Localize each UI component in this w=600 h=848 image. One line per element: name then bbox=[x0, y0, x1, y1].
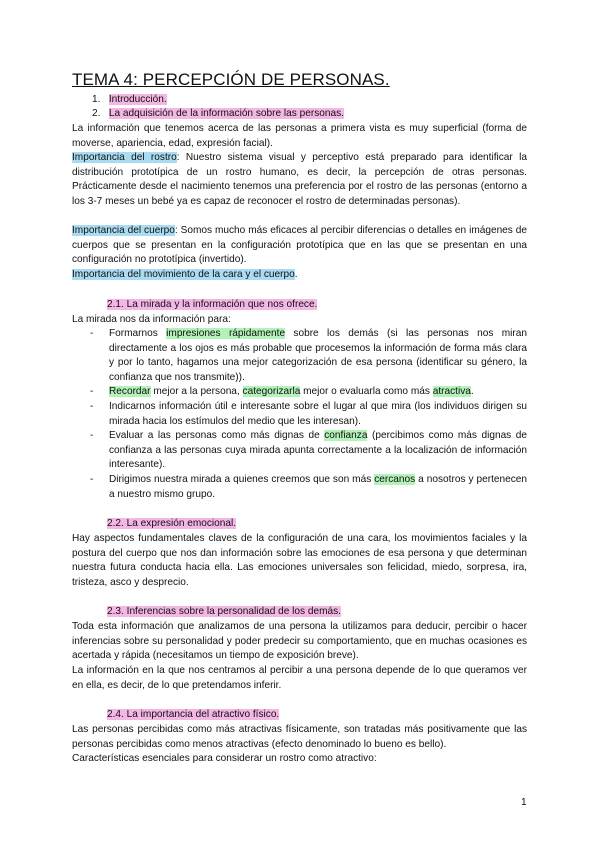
section-2-3-paragraph-2: La información en la que nos centramos al percibir a una persona depende de lo que queramos ver en ella, es decir, de lo que pretendamos inferir. bbox=[72, 665, 527, 691]
list-item bbox=[72, 400, 527, 429]
section-2-1-heading bbox=[107, 298, 317, 313]
section-2-3-paragraph-1: Toda esta información que analizamos de una persona la utilizamos para deducir, percibir o hacer inferencias sobre su personalidad y poder predecir su comportamiento, que en muchas ocasiones es acertada y rápida (necesitamos un tiempo de exposición breve). bbox=[72, 621, 527, 662]
rostro-text: : Nuestro sistema visual y perceptivo está preparado para identificar la distribución prototípica de un rostro humano, es decir, la percepción de otras personas. Prácticamente desde el nacimiento tenemos una preferencia por el rostro de las personas (entorno a los 3-7 meses un bebé ya es capaz de reconocer el rostro de determinadas personas). bbox=[72, 152, 527, 207]
section-heading-text: 2.1. La mirada y la información que nos ofrece. bbox=[107, 299, 318, 310]
section-heading-text: 2.4. La importancia del atractivo físico. bbox=[107, 709, 280, 720]
section-2-4-heading bbox=[107, 708, 279, 723]
toc-label: Introducción. bbox=[108, 94, 167, 105]
list-item bbox=[72, 429, 527, 473]
list-text: a nosotros y pertenecen a nuestro mismo grupo. bbox=[109, 473, 527, 500]
section-2-2-heading bbox=[107, 517, 236, 532]
cuerpo-text: : Somos mucho más eficaces al percibir diferencias o detalles en imágenes de cuerpos que se presentan en la configuración prototípica que en las que se presentan en una configuración no prototípica (invertido). bbox=[72, 225, 527, 266]
list-highlight: categorizarla bbox=[242, 386, 301, 398]
section-2-4-paragraph-2: Características esenciales para considerar un rostro como atractivo: bbox=[72, 753, 377, 764]
section-heading-text: 2.2. La expresión emocional. bbox=[107, 518, 237, 529]
cuerpo-paragraph bbox=[72, 224, 527, 268]
list-text: Dirigimos nuestra mirada a quienes creemos que son más bbox=[109, 473, 375, 485]
list-text: Formarnos bbox=[109, 328, 167, 339]
list-item bbox=[72, 327, 527, 385]
dash-marker: - bbox=[90, 430, 94, 442]
list-highlight: cercanos bbox=[374, 473, 416, 485]
list-text: Evaluar a las personas como más dignas de bbox=[109, 430, 325, 442]
list-item bbox=[72, 473, 527, 502]
section-heading-text: 2.3. Inferencias sobre la personalidad de los demás. bbox=[107, 606, 341, 617]
dash-marker: - bbox=[90, 400, 94, 412]
list-text: . bbox=[470, 386, 474, 398]
rostro-highlight: Importancia del rostro bbox=[72, 152, 177, 163]
rostro-paragraph bbox=[72, 151, 527, 209]
mirada-list bbox=[72, 327, 527, 502]
toc-item-2 bbox=[92, 107, 344, 122]
toc-number: 1. bbox=[92, 94, 101, 105]
list-text: (percibimos como más dignas de confianza a las personas cuya mirada apunta correctamente a la localización de información interesante). bbox=[109, 430, 527, 471]
movimiento-highlight: Importancia del movimiento de la cara y el cuerpo bbox=[72, 269, 295, 280]
toc-item-1 bbox=[92, 93, 167, 108]
toc-number: 2. bbox=[92, 108, 101, 119]
list-text: mejor a la persona, bbox=[150, 386, 243, 398]
intro-paragraph: La información que tenemos acerca de las personas a primera vista es muy superficial (forma de moverse, apariencia, edad, expresión facial). bbox=[72, 123, 527, 149]
document-title: TEMA 4: PERCEPCIÓN DE PERSONAS. bbox=[72, 70, 390, 89]
section-2-4-paragraph-1: Las personas percibidas como más atractivas físicamente, son tratadas más positivamente que las personas percibidas como menos atractivas (efecto denominado lo bueno es bello). bbox=[72, 724, 527, 750]
list-highlight: confianza bbox=[324, 430, 368, 442]
list-highlight: atractiva bbox=[432, 386, 471, 398]
dash-marker: - bbox=[90, 386, 94, 398]
dash-marker: - bbox=[90, 473, 94, 485]
list-highlight: Recordar bbox=[109, 386, 151, 398]
movimiento-end: . bbox=[294, 269, 298, 280]
section-2-3-heading bbox=[107, 605, 341, 620]
section-2-2-paragraph: Hay aspectos fundamentales claves de la configuración de una cara, los movimientos faciales y la postura del cuerpo que nos dan información sobre las emociones de esa persona y que determinan nuestra futura conducta hacia ella. Las emociones universales son felicidad, miedo, sorpresa, ira, tristeza, asco y desprecio. bbox=[72, 533, 527, 588]
section-2-1-lead: La mirada nos da información para: bbox=[72, 314, 231, 325]
list-highlight: impresiones rápidamente bbox=[166, 328, 286, 339]
cuerpo-highlight: Importancia del cuerpo bbox=[72, 225, 175, 236]
list-item bbox=[72, 385, 527, 400]
page-number: 1 bbox=[521, 797, 527, 808]
list-text: Indicarnos información útil e interesante sobre el lugar al que mira (los individuos dirigen su mirada hacia los estímulos del medio que les interesan). bbox=[109, 400, 527, 427]
list-text: mejor o evaluarla como más bbox=[300, 386, 433, 398]
toc-label: La adquisición de la información sobre las personas. bbox=[108, 108, 344, 119]
dash-marker: - bbox=[90, 328, 94, 339]
list-text: sobre los demás (si las personas nos miran directamente a los ojos es más probable que procesemos la información de forma más clara y por lo tanto, hagamos una mejor categorización de esa persona (identificar su género, la confianza que nos transmite)). bbox=[109, 328, 527, 383]
movimiento-paragraph bbox=[72, 268, 527, 283]
